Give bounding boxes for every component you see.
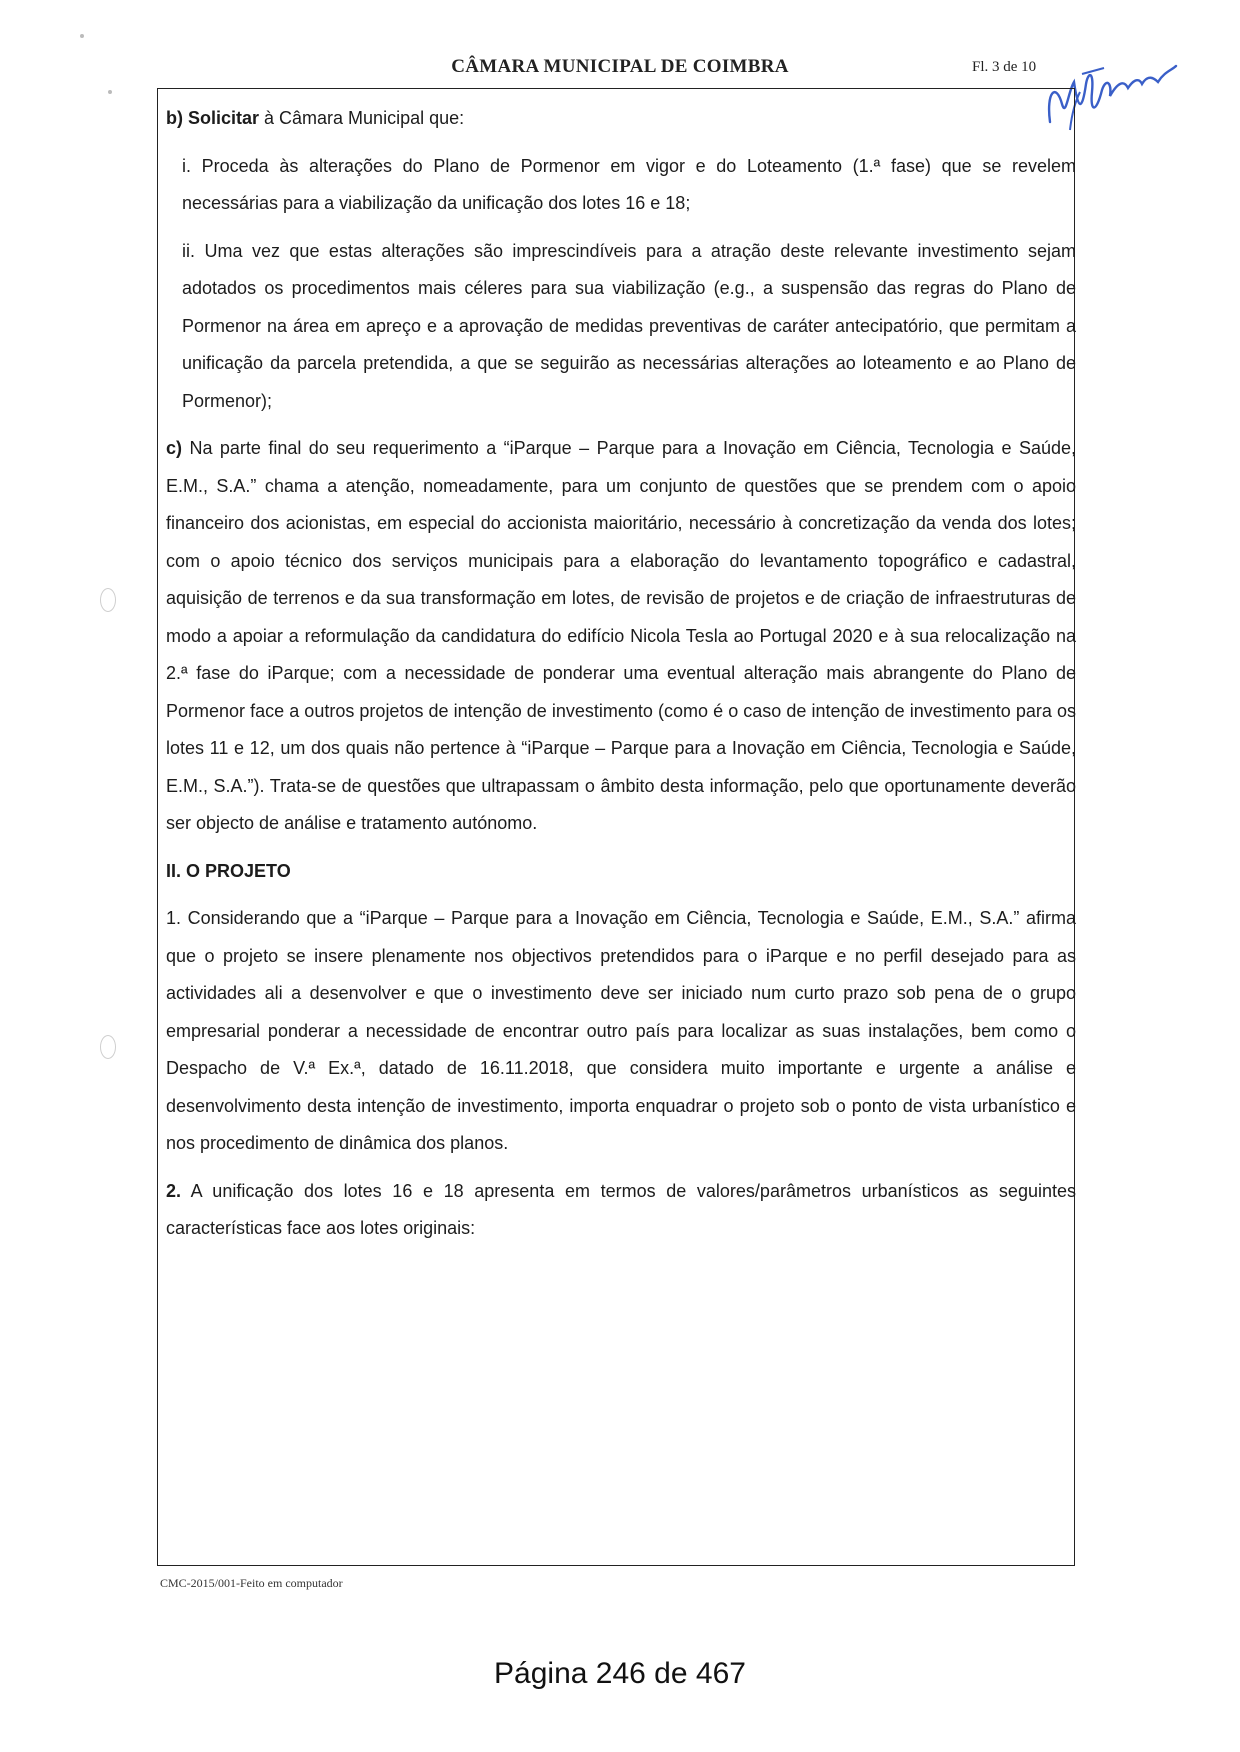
document-body: [166, 100, 1076, 1258]
punch-hole-mark: [100, 588, 116, 612]
paragraph-2-text: A unificação dos lotes 16 e 18 apresenta em termos de valores/parâmetros urbanísticos as seguintes características face aos lotes originais:: [166, 1180, 1076, 1238]
item-ii: ii. Uma vez que estas alterações são imprescindíveis para a atração deste relevante investimento sejam adotados os procedimentos mais céleres para sua viabilização (e.g., a suspensão das regras do Plano de Pormenor na área em apreço e a aprovação de medidas preventivas de caráter antecipatório, que permitam a unificação da parcela pretendida, a que se seguirão as necessárias alterações ao loteamento e ao Plano de Pormenor);: [182, 240, 1076, 411]
form-code: CMC-2015/001-Feito em computador: [160, 1576, 343, 1590]
page-title: CÂMARA MUNICIPAL DE COIMBRA: [451, 56, 789, 77]
folio-number: Fl. 3 de 10: [972, 59, 1037, 75]
item-i: i. Proceda às alterações do Plano de Pormenor em vigor e do Loteamento (1.ª fase) que se revelem necessárias para a viabilização da unificação dos lotes 16 e 18;: [182, 155, 1076, 213]
paragraph-2-label: 2.: [166, 1180, 182, 1201]
paragraph-c-label: c): [166, 438, 183, 458]
page-number: Página 246 de 467: [494, 1657, 746, 1690]
section-heading: [166, 853, 1076, 891]
scan-speck: [108, 90, 112, 94]
punch-hole-mark: [100, 1035, 116, 1059]
paragraph-b-label: b) Solicitar: [166, 108, 260, 128]
scan-speck: [80, 34, 84, 38]
paragraph-1: 1. Considerando que a “iParque – Parque para a Inovação em Ciência, Tecnologia e Saúde, E.M., S.A.” afirma que o projeto se insere plenamente nos objectivos pretendidos para o iParque e no perfil desejado para as actividades ali a desenvolver e que o investimento deve ser iniciado num curto prazo sob pena de o grupo empresarial ponderar a necessidade de encontrar outro país para localizar as suas instalações, bem como o Despacho de V.ª Ex.ª, datado de 16.11.2018, que considera muito importante e urgente a análise e desenvolvimento desta intenção de investimento, importa enquadrar o projeto sob o ponto de vista urbanístico e nos procedimento de dinâmica dos planos.: [166, 908, 1076, 1153]
paragraph-c-text: Na parte final do seu requerimento a “iParque – Parque para a Inovação em Ciência, Tecnologia e Saúde, E.M., S.A.” chama a atenção, nomeadamente, para um conjunto de questões que se prendem com o apoio financeiro dos acionistas, em especial do accionista maioritário, necessário à concretização da venda dos lotes; com o apoio técnico dos serviços municipais para a elaboração do levantamento topográfico e cadastral, aquisição de terrenos e da sua transformação em lotes, de revisão de projetos e de criação de infraestruturas de modo a apoiar a reformulação da candidatura do edifício Nicola Tesla ao Portugal 2020 e à sua relocalização na 2.ª fase do iParque; com a necessidade de ponderar uma eventual alteração mais abrangente do Plano de Pormenor face a outros projetos de intenção de investimento (como é o caso de intenção de investimento para os lotes 11 e 12, um dos quais não pertence à “iParque – Parque para a Inovação em Ciência, Tecnologia e Saúde, E.M., S.A.”). Trata-se de questões que ultrapassam o âmbito desta informação, pelo que oportunamente deverão ser objecto de análise e tratamento autónomo.: [166, 438, 1076, 833]
paragraph-b: [166, 100, 1076, 138]
paragraph-2: [166, 1173, 1076, 1248]
paragraph-c: [166, 430, 1076, 843]
paragraph-b-text: à Câmara Municipal que:: [259, 108, 465, 128]
section-heading-text: II. O PROJETO: [166, 860, 291, 881]
